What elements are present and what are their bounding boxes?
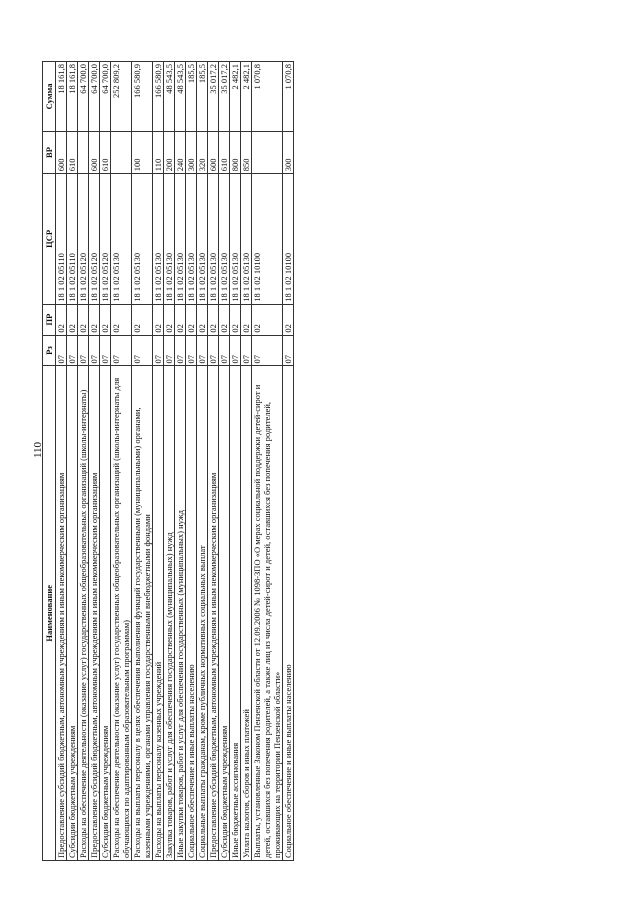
cell-sum: 2 482,1 — [241, 62, 252, 132]
cell-pr: 02 — [208, 304, 219, 335]
table-row — [100, 62, 111, 861]
table-row — [56, 62, 67, 861]
table-row — [208, 62, 219, 861]
table-row — [186, 62, 197, 861]
cell-pr: 02 — [230, 304, 241, 335]
table-row — [132, 62, 153, 861]
cell-csr: 18 1 02 05130 — [153, 174, 164, 304]
cell-name: Выплаты, установленные Законом Пензенской области от 12.09.2006 № 1098-ЗПО «О мерах социальной поддержки детей-сирот и детей, оставшихся без попечения родителей, а также лиц из числа детей-сирот и детей, оставшихся без попечения родителей, проживающих на территории Пензенской области» — [252, 366, 283, 861]
cell-pr: 02 — [164, 304, 175, 335]
cell-sum: 185,5 — [186, 62, 197, 132]
cell-pr: 02 — [197, 304, 208, 335]
cell-pr: 02 — [78, 304, 89, 335]
cell-rz: 07 — [252, 335, 283, 366]
cell-csr: 18 1 02 05130 — [111, 174, 132, 304]
cell-pr: 02 — [111, 304, 132, 335]
cell-rz: 07 — [111, 335, 132, 366]
cell-csr: 18 1 02 05130 — [219, 174, 230, 304]
table-row — [197, 62, 208, 861]
cell-name: Иные закупки товаров, работ и услуг для обеспечения государственных (муниципальных) нужд — [175, 366, 186, 861]
cell-name: Социальные выплаты гражданам, кроме публичных нормативных социальных выплат — [197, 366, 208, 861]
cell-name: Предоставление субсидий бюджетным, автономным учреждениям и иным некоммерческим организациям — [89, 366, 100, 861]
cell-sum: 1 070,8 — [283, 62, 294, 132]
cell-pr: 02 — [56, 304, 67, 335]
cell-name: Закупка товаров, работ и услуг для обеспечения государственных (муниципальных) нужд — [164, 366, 175, 861]
table-row — [175, 62, 186, 861]
cell-vr: 600 — [56, 131, 67, 173]
cell-rz: 07 — [78, 335, 89, 366]
cell-name: Предоставление субсидий бюджетным, автономным учреждениям и иным некоммерческим организациям — [56, 366, 67, 861]
page-number: 110 — [32, 441, 44, 459]
header-name: Наименование — [43, 366, 56, 861]
table-row — [111, 62, 132, 861]
table-row — [241, 62, 252, 861]
cell-pr: 02 — [186, 304, 197, 335]
cell-csr: 18 1 02 05130 — [208, 174, 219, 304]
cell-name: Социальное обеспечение и иные выплаты населению — [186, 366, 197, 861]
cell-sum: 64 700,0 — [78, 62, 89, 132]
cell-vr: 850 — [241, 131, 252, 173]
cell-pr: 02 — [175, 304, 186, 335]
cell-rz: 07 — [208, 335, 219, 366]
cell-csr: 18 1 02 05120 — [100, 174, 111, 304]
budget-table — [42, 61, 294, 861]
cell-csr: 18 1 02 05130 — [186, 174, 197, 304]
cell-rz: 07 — [100, 335, 111, 366]
cell-rz: 07 — [230, 335, 241, 366]
header-pr: ПР — [43, 304, 56, 335]
cell-sum: 48 543,5 — [164, 62, 175, 132]
cell-pr: 02 — [219, 304, 230, 335]
cell-sum: 64 700,0 — [100, 62, 111, 132]
cell-vr: 610 — [67, 131, 78, 173]
cell-sum: 64 700,0 — [89, 62, 100, 132]
cell-vr: 600 — [208, 131, 219, 173]
header-sum: Сумма — [43, 62, 56, 132]
cell-sum: 166 580,9 — [132, 62, 153, 132]
cell-csr: 18 1 02 05120 — [89, 174, 100, 304]
cell-vr: 200 — [164, 131, 175, 173]
header-rz: Рз — [43, 335, 56, 366]
cell-rz: 07 — [89, 335, 100, 366]
cell-pr: 02 — [89, 304, 100, 335]
cell-rz: 07 — [153, 335, 164, 366]
cell-name: Социальное обеспечение и иные выплаты населению — [283, 366, 294, 861]
cell-vr: 800 — [230, 131, 241, 173]
table-row — [67, 62, 78, 861]
cell-pr: 02 — [100, 304, 111, 335]
cell-vr — [252, 131, 283, 173]
cell-vr — [111, 131, 132, 173]
cell-pr: 02 — [153, 304, 164, 335]
cell-vr: 240 — [175, 131, 186, 173]
cell-csr: 18 1 02 10100 — [283, 174, 294, 304]
header-csr: ЦСР — [43, 174, 56, 304]
cell-sum: 35 017,2 — [219, 62, 230, 132]
cell-vr: 110 — [153, 131, 164, 173]
cell-rz: 07 — [175, 335, 186, 366]
table-row — [230, 62, 241, 861]
cell-csr: 18 1 02 05130 — [241, 174, 252, 304]
cell-csr: 18 1 02 05130 — [230, 174, 241, 304]
table-row — [164, 62, 175, 861]
cell-vr: 600 — [89, 131, 100, 173]
cell-name: Иные бюджетные ассигнования — [230, 366, 241, 861]
cell-sum: 166 580,9 — [153, 62, 164, 132]
cell-rz: 07 — [283, 335, 294, 366]
cell-rz: 07 — [241, 335, 252, 366]
cell-rz: 07 — [197, 335, 208, 366]
cell-sum: 252 809,2 — [111, 62, 132, 132]
table-row — [283, 62, 294, 861]
cell-sum: 35 017,2 — [208, 62, 219, 132]
table-body — [56, 62, 294, 861]
cell-sum: 48 543,5 — [175, 62, 186, 132]
cell-pr: 02 — [283, 304, 294, 335]
cell-name: Расходы на выплаты персоналу казенных учреждений — [153, 366, 164, 861]
cell-sum: 18 161,8 — [56, 62, 67, 132]
cell-name: Субсидии бюджетным учреждениям — [219, 366, 230, 861]
cell-rz: 07 — [219, 335, 230, 366]
cell-sum: 2 482,1 — [230, 62, 241, 132]
cell-rz: 07 — [186, 335, 197, 366]
cell-sum: 185,5 — [197, 62, 208, 132]
cell-pr: 02 — [67, 304, 78, 335]
table-row — [89, 62, 100, 861]
cell-pr: 02 — [241, 304, 252, 335]
cell-vr: 100 — [132, 131, 153, 173]
rotated-table-wrapper — [42, 61, 598, 861]
cell-name: Уплата налогов, сборов и иных платежей — [241, 366, 252, 861]
table-row — [219, 62, 230, 861]
cell-vr — [78, 131, 89, 173]
table-row — [252, 62, 283, 861]
cell-name: Расходы на обеспечение деятельности (оказание услуг) государственных общеобразовательных организаций (школы-интернаты для обучающихся по адаптированным образовательным программам) — [111, 366, 132, 861]
cell-vr: 610 — [100, 131, 111, 173]
cell-csr: 18 1 02 05110 — [56, 174, 67, 304]
cell-sum: 18 161,8 — [67, 62, 78, 132]
cell-name: Предоставление субсидий бюджетным, автономным учреждениям и иным некоммерческим организациям — [208, 366, 219, 861]
table-row — [153, 62, 164, 861]
cell-csr: 18 1 02 05130 — [175, 174, 186, 304]
cell-vr: 300 — [283, 131, 294, 173]
header-vr: ВР — [43, 131, 56, 173]
cell-csr: 18 1 02 10100 — [252, 174, 283, 304]
cell-name: Субсидии бюджетным учреждениям — [100, 366, 111, 861]
cell-name: Расходы на выплаты персоналу в целях обеспечения выполнения функций государственными (муниципальными) органами, казенными учреждениями, органами управления государственными внебюджетными фондами — [132, 366, 153, 861]
cell-pr: 02 — [132, 304, 153, 335]
cell-pr: 02 — [252, 304, 283, 335]
cell-vr: 320 — [197, 131, 208, 173]
cell-csr: 18 1 02 05120 — [78, 174, 89, 304]
cell-name: Расходы на обеспечение деятельности (оказание услуг) государственных общеобразовательных организаций (школы-интернаты) — [78, 366, 89, 861]
table-header-row — [43, 62, 56, 861]
cell-rz: 07 — [132, 335, 153, 366]
table-row — [78, 62, 89, 861]
cell-csr: 18 1 02 05130 — [197, 174, 208, 304]
cell-rz: 07 — [67, 335, 78, 366]
cell-rz: 07 — [164, 335, 175, 366]
cell-name: Субсидии бюджетным учреждениям — [67, 366, 78, 861]
cell-vr: 610 — [219, 131, 230, 173]
cell-sum: 1 070,8 — [252, 62, 283, 132]
cell-csr: 18 1 02 05130 — [164, 174, 175, 304]
cell-csr: 18 1 02 05110 — [67, 174, 78, 304]
cell-rz: 07 — [56, 335, 67, 366]
cell-csr: 18 1 02 05130 — [132, 174, 153, 304]
cell-vr: 300 — [186, 131, 197, 173]
